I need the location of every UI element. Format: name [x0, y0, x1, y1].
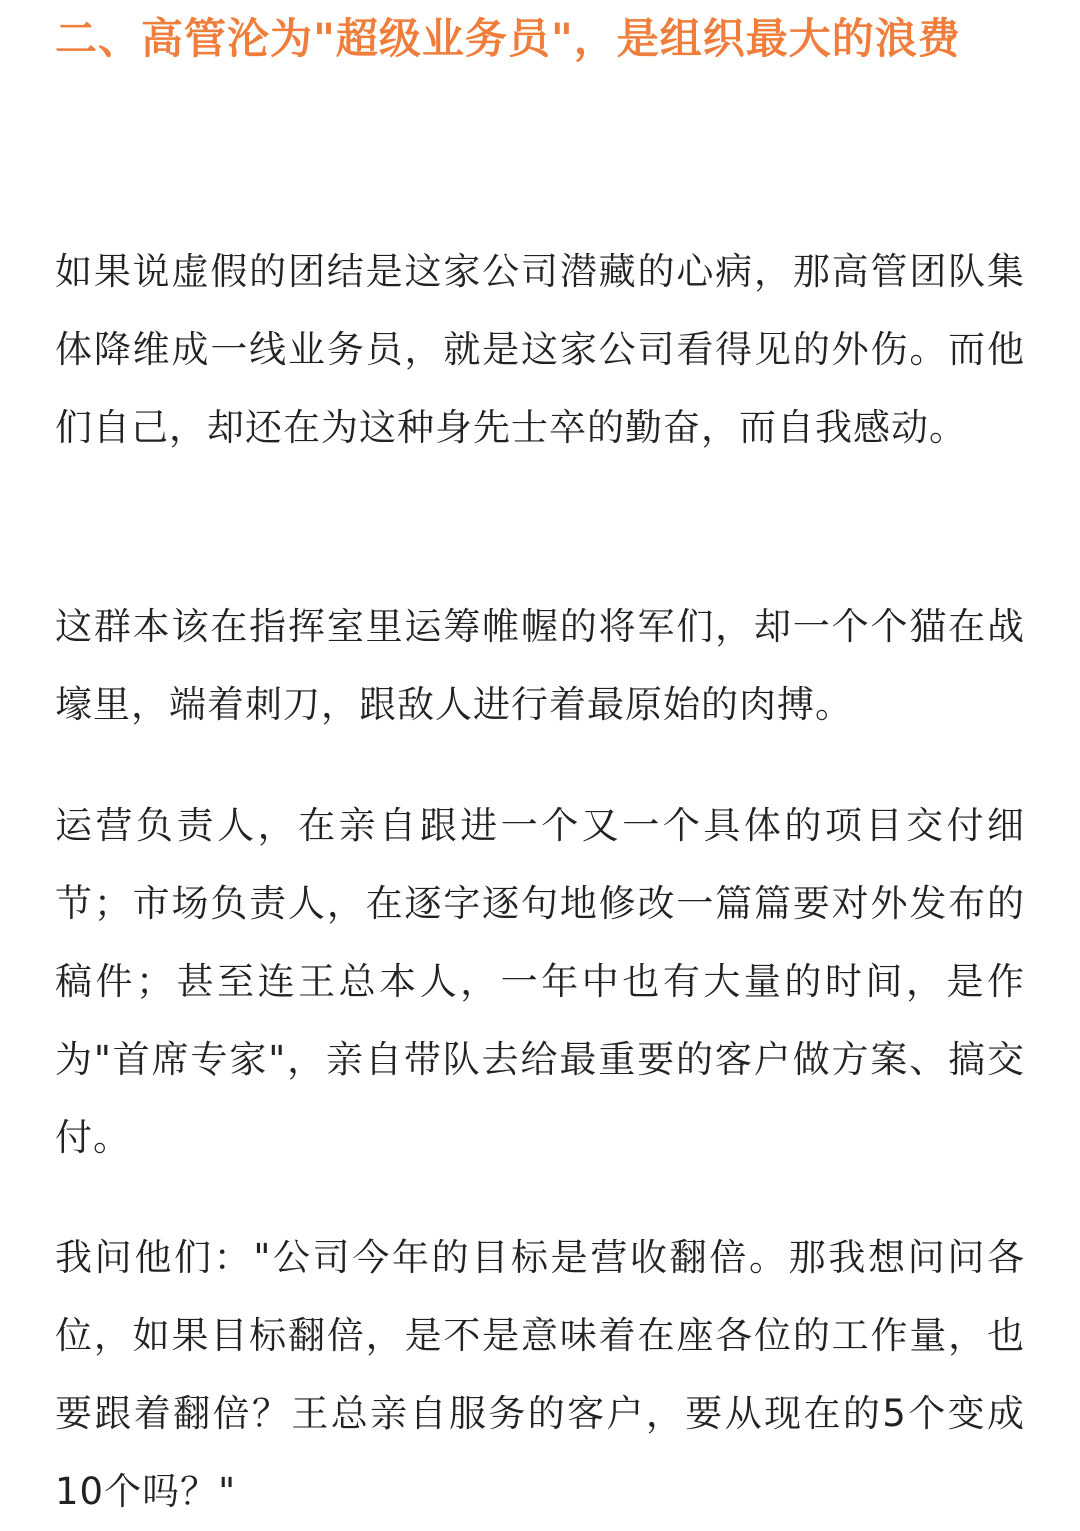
paragraph-1: 如果说虚假的团结是这家公司潜藏的心病，那高管团队集体降维成一线业务员，就是这家公司看得见的外伤。而他们自己，却还在为这种身先士卒的勤奋，而自我感动。	[55, 250, 1025, 449]
section-heading-wrap	[55, 0, 1025, 78]
paragraph-2: 这群本该在指挥室里运筹帷幄的将军们，却一个个猫在战壕里，端着刺刀，跟敌人进行着最原始的肉搏。	[55, 605, 1025, 726]
section-heading: 二、高管沦为"超级业务员"，是组织最大的浪费	[55, 14, 961, 63]
paragraph-3: 运营负责人，在亲自跟进一个又一个具体的项目交付细节；市场负责人，在逐字逐句地修改一篇篇要对外发布的稿件；甚至连王总本人，一年中也有大量的时间，是作为"首席专家"，亲自带队去给最重要的客户做方案、搞交付。	[55, 804, 1025, 1159]
paragraph-4: 我问他们："公司今年的目标是营收翻倍。那我想问问各位，如果目标翻倍，是不是意味着在座各位的工作量，也要跟着翻倍？王总亲自服务的客户，要从现在的5个变成10个吗？"	[55, 1236, 1025, 1513]
